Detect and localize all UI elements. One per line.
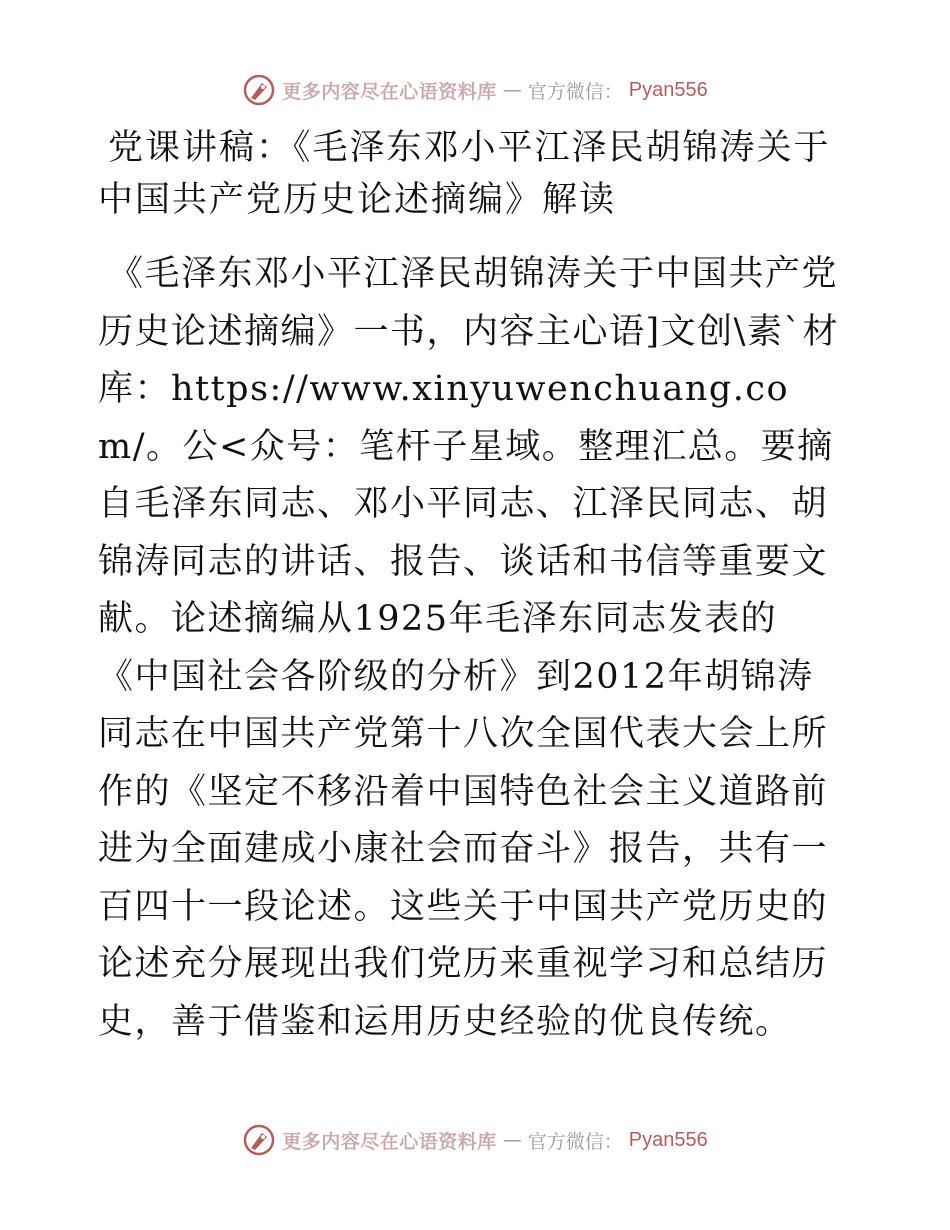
banner-text: 更多内容尽在心语资料库 bbox=[282, 1130, 497, 1153]
pen-nib-circle-icon bbox=[242, 1123, 276, 1157]
banner-handle: Pyan556 bbox=[628, 1128, 708, 1151]
document-content bbox=[98, 122, 850, 1051]
document-title: 党课讲稿：《毛泽东邓小平江泽民胡锦涛关于中国共产党历史论述摘编》解读 bbox=[98, 128, 831, 220]
banner-handle: Pyan556 bbox=[628, 78, 708, 101]
banner-separator: — bbox=[502, 79, 522, 101]
document-body: 《毛泽东邓小平江泽民胡锦涛关于中国共产党历史论述摘编》一书，内容主心语]文创\素`材库：https://www.xinyuwenchuang.com/。公<众号：笔杆子星域。整理汇总。要摘自毛泽东同志、邓小平同志、江泽民同志、胡锦涛同志的讲话、报告、谈话和书信等重要文献。论述摘编从1925年毛泽东同志发表的《中国社会各阶级的分析》到2012年胡锦涛同志在中国共产党第十八次全国代表大会上所作的《坚定不移沿着中国特色社会主义道路前进为全面建成小康社会而奋斗》报告，共有一百四十一段论述。这些关于中国共产党历史的论述充分展现出我们党历来重视学习和总结历史，善于借鉴和运用历史经验的优良传统。 bbox=[98, 254, 839, 1042]
banner-separator: — bbox=[502, 1129, 522, 1151]
banner-official-label: 官方微信： bbox=[527, 1130, 623, 1153]
pen-nib-circle-icon bbox=[242, 73, 276, 107]
footer-banner bbox=[0, 1118, 950, 1162]
banner-official-label: 官方微信： bbox=[527, 80, 623, 103]
banner-text: 更多内容尽在心语资料库 bbox=[282, 80, 497, 103]
header-banner bbox=[0, 68, 950, 112]
